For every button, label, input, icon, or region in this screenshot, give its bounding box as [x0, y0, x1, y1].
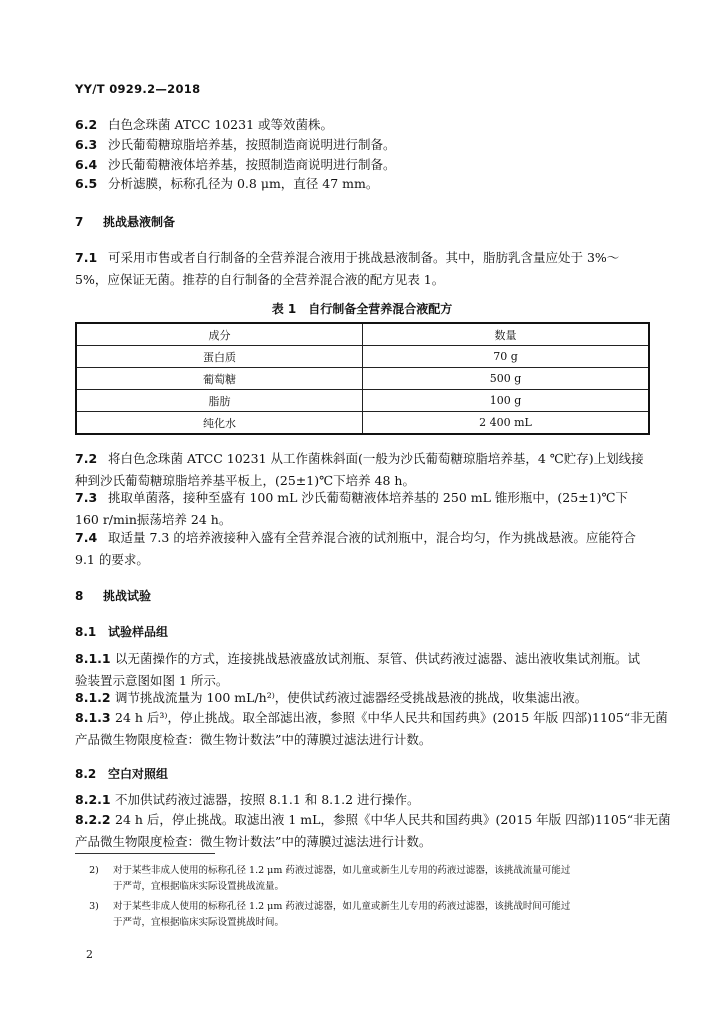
para-8-1-2: 8.1.2 调节挑战流量为 100 mL/h²⁾，使供试药液过滤器经受挑战悬液的挑战，收集滤出液。 [75, 690, 588, 705]
table-row [76, 412, 649, 435]
table-cell: 葡萄糖 [76, 368, 363, 390]
table-caption: 表 1 自行制备全营养混合液配方 [271, 302, 453, 316]
para-7-3-cont: 160 r/min振荡培养 24 h。 [75, 512, 232, 527]
item-6-2: 6.2 白色念珠菌 ATCC 10231 或等效菌株。 [75, 117, 333, 132]
table-cell: 纯化水 [76, 412, 363, 435]
table-cell: 70 g [363, 346, 650, 368]
para-8-1-3-cont: 产品微生物限度检查：微生物计数法”中的薄膜过滤法进行计数。 [75, 732, 432, 747]
table-cell: 脂肪 [76, 390, 363, 412]
para-8-2-2-cont: 产品微生物限度检查：微生物计数法”中的薄膜过滤法进行计数。 [75, 834, 432, 849]
para-8-1-3: 8.1.3 24 h 后³⁾，停止挑战。取全部滤出液，参照《中华人民共和国药典》(2015 年版 四部)1105“非无菌 [75, 710, 668, 725]
footnote-2: 2) 对于某些非成人使用的标称孔径 1.2 μm 药液过滤器，如儿童或新生儿专用的药液过滤器，该挑战流量可能过 于严苛，宜根据临床实际设置挑战流量。 [89, 865, 571, 892]
table-cell: 500 g [363, 368, 650, 390]
table-cell: 100 g [363, 390, 650, 412]
footnote-3: 3) 对于某些非成人使用的标称孔径 1.2 μm 药液过滤器，如儿童或新生儿专用的药液过滤器，该挑战时间可能过 于严苛，宜根据临床实际设置挑战时间。 [89, 901, 571, 928]
para-8-2-2: 8.2.2 24 h 后，停止挑战。取滤出液 1 mL，参照《中华人民共和国药典》(2015 年版 四部)1105“非无菌 [75, 812, 671, 827]
para-7-2-cont: 种到沙氏葡萄糖琼脂培养基平板上，(25±1)℃下培养 48 h。 [75, 473, 415, 488]
para-7-4: 7.4 取适量 7.3 的培养液接种入盛有全营养混合液的试剂瓶中，混合均匀，作为挑战悬液。应能符合 [75, 530, 636, 545]
para-7-4-cont: 9.1 的要求。 [75, 552, 149, 567]
para-8-1-1: 8.1.1 以无菌操作的方式，连接挑战悬液盛放试剂瓶、泵管、供试药液过滤器、滤出液收集试剂瓶。试 [75, 651, 641, 666]
para-7-3: 7.3 挑取单菌落，接种至盛有 100 mL 沙氏葡萄糖液体培养基的 250 mL 锥形瓶中，(25±1)℃下 [75, 490, 628, 505]
table-row [76, 390, 649, 412]
item-6-5: 6.5 分析滤膜，标称孔径为 0.8 μm，直径 47 mm。 [75, 176, 379, 191]
table-row [76, 368, 649, 390]
column-header: 数量 [363, 323, 650, 346]
table-row [76, 346, 649, 368]
column-header: 成分 [76, 323, 363, 346]
section-7-heading: 7 挑战悬液制备 [75, 215, 176, 229]
para-7-1-cont: 5%，应保证无菌。推荐的自行制备的全营养混合液的配方见表 1。 [75, 272, 445, 287]
table-cell: 2 400 mL [363, 412, 650, 435]
item-6-3: 6.3 沙氏葡萄糖琼脂培养基，按照制造商说明进行制备。 [75, 137, 396, 152]
para-7-1: 7.1 可采用市售或者自行制备的全营养混合液用于挑战悬液制备。其中，脂肪乳含量应处于 3%～ [75, 250, 620, 265]
table-cell: 蛋白质 [76, 346, 363, 368]
formula-table [75, 322, 650, 435]
page-number: 2 [86, 948, 93, 961]
item-6-4: 6.4 沙氏葡萄糖液体培养基，按照制造商说明进行制备。 [75, 157, 396, 172]
para-8-2-1: 8.2.1 不加供试药液过滤器，按照 8.1.1 和 8.1.2 进行操作。 [75, 792, 420, 807]
subsection-8-2-heading: 8.2 空白对照组 [75, 767, 169, 781]
section-8-heading: 8 挑战试验 [75, 589, 152, 603]
footnote-divider [75, 853, 215, 854]
para-7-2: 7.2 将白色念珠菌 ATCC 10231 从工作菌株斜面(一般为沙氏葡萄糖琼脂培养基，4 ℃贮存)上划线接 [75, 451, 644, 466]
table-header-row [76, 323, 649, 346]
para-8-1-1-cont: 验装置示意图如图 1 所示。 [75, 673, 229, 688]
standard-header: YY/T 0929.2—2018 [75, 82, 201, 96]
subsection-8-1-heading: 8.1 试验样品组 [75, 625, 169, 639]
